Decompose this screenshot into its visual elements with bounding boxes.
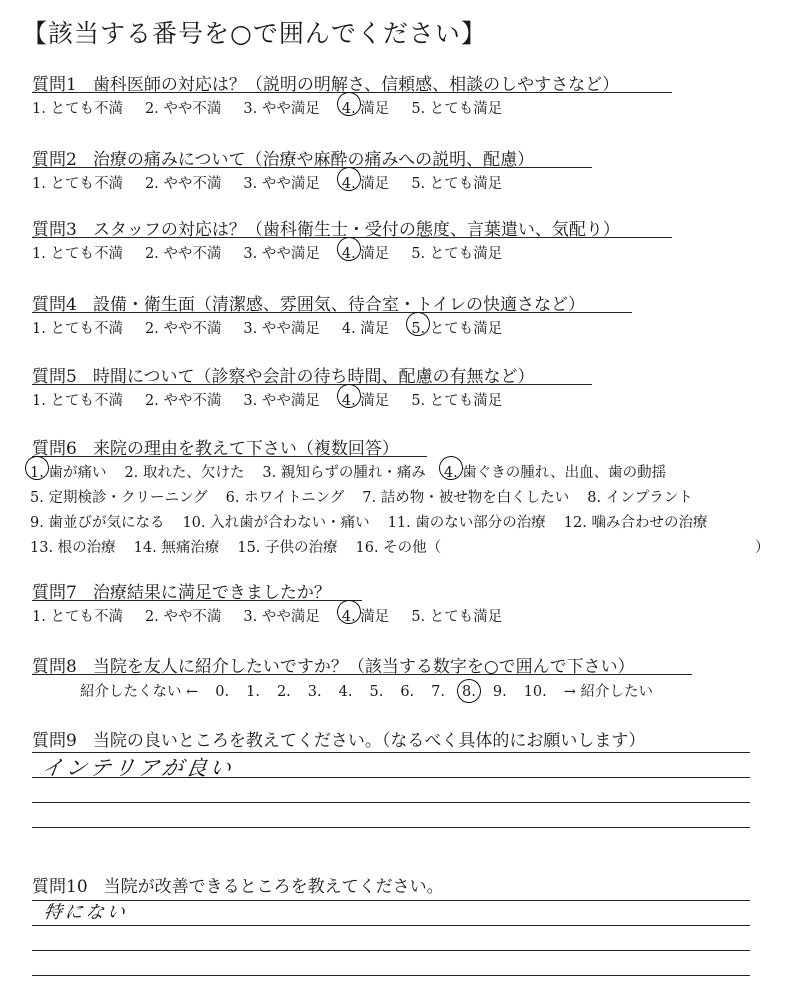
- option-3[interactable]: [243, 389, 319, 410]
- option-1[interactable]: [32, 242, 123, 263]
- scale-option[interactable]: [462, 684, 476, 700]
- option-label: 3. やや満足: [243, 609, 320, 625]
- handwritten-answer[interactable]: インテリアが良い: [40, 756, 236, 780]
- reason-label: 1. 歯が痛い: [30, 465, 107, 481]
- reason-option[interactable]: [124, 461, 244, 482]
- reason-option[interactable]: [587, 486, 692, 507]
- question-text: 治療の痛みについて（治療や麻酔の痛みへの説明、配慮）: [92, 150, 535, 170]
- reason-option[interactable]: [755, 536, 770, 557]
- option-1[interactable]: [32, 389, 123, 410]
- reason-label: 16. その他（: [355, 540, 442, 556]
- satisfaction-options: [32, 172, 524, 193]
- scale-label: 1.: [246, 684, 260, 700]
- option-3[interactable]: [243, 242, 319, 263]
- reason-label: 5. 定期検診・クリーニング: [30, 490, 208, 506]
- option-label: 5. とても満足: [411, 101, 503, 117]
- option-label: 5. とても満足: [411, 393, 503, 409]
- scale-option[interactable]: [246, 684, 260, 700]
- scale-option[interactable]: [369, 684, 383, 700]
- question-number: 質問5: [32, 367, 77, 387]
- question-text: 設備・衛生面（清潔感、雰囲気、待合室・トイレの快適さなど）: [92, 295, 585, 315]
- scale-right-label: → 紹介したい: [563, 684, 654, 700]
- scale-label: 6.: [400, 684, 415, 700]
- question-number: 質問7: [32, 583, 77, 603]
- reason-label: 2. 取れた、欠けた: [124, 465, 245, 481]
- option-label: 5. とても満足: [411, 321, 503, 337]
- recommend-scale: [80, 680, 670, 701]
- option-1[interactable]: [32, 97, 123, 118]
- option-label: 1. とても不満: [32, 101, 123, 117]
- option-5[interactable]: [411, 389, 502, 410]
- reason-label: ）: [755, 540, 770, 556]
- question-underline: [32, 600, 362, 601]
- question-number: 質問4: [32, 295, 77, 315]
- reason-option[interactable]: [134, 536, 220, 557]
- reason-option[interactable]: [30, 511, 164, 532]
- scale-option[interactable]: [400, 684, 414, 700]
- reason-label: 10. 入れ歯が合わない・痛い: [182, 515, 370, 531]
- question-number: 質問9: [32, 731, 77, 751]
- reason-option[interactable]: [30, 461, 106, 482]
- scale-label: 7.: [431, 684, 446, 700]
- scale-option[interactable]: [431, 684, 445, 700]
- reason-label: 7. 詰め物・被せ物を白くしたい: [362, 490, 570, 506]
- scale-label: 0.: [215, 684, 230, 700]
- reason-option[interactable]: [444, 461, 666, 482]
- reason-row: [30, 536, 770, 557]
- reason-label: 11. 歯のない部分の治療: [387, 515, 546, 531]
- answer-line: [32, 802, 750, 803]
- option-label: 2. やや不満: [144, 246, 222, 262]
- reason-option[interactable]: [356, 536, 442, 557]
- question-number: 質問1: [32, 75, 77, 95]
- option-label: 1. とても不満: [32, 393, 123, 409]
- option-5[interactable]: [411, 97, 502, 118]
- reason-label: 8. インプラント: [587, 490, 693, 506]
- question-title: [32, 872, 444, 897]
- selected-circle-mark: [455, 677, 483, 705]
- question-underline: [32, 674, 692, 675]
- reason-row: [30, 511, 725, 532]
- answer-line: [32, 975, 750, 976]
- option-3[interactable]: [243, 605, 319, 626]
- question-number: 質問2: [32, 150, 77, 170]
- answer-line: [32, 827, 750, 828]
- option-label: 2. やや不満: [144, 101, 222, 117]
- question-text: 当院の良いところを教えてください。（なるべく具体的にお願いします）: [92, 731, 646, 751]
- option-4[interactable]: [342, 172, 389, 193]
- reason-label: 4. 歯ぐきの腫れ、出血、歯の動揺: [443, 465, 667, 481]
- scale-option[interactable]: [524, 684, 547, 700]
- option-label: 2. やや不満: [144, 321, 222, 337]
- option-2[interactable]: [145, 172, 221, 193]
- option-4[interactable]: [342, 605, 389, 626]
- question-text: 当院を友人に紹介したいですか？（該当する数字を○で囲んで下さい）: [92, 657, 635, 677]
- handwritten-answer[interactable]: 特にない: [42, 902, 130, 923]
- option-3[interactable]: [243, 317, 319, 338]
- reason-option[interactable]: [30, 536, 116, 557]
- scale-option[interactable]: [215, 684, 229, 700]
- scale-label: 3.: [307, 684, 322, 700]
- question-number: 質問3: [32, 220, 77, 240]
- question-title: [32, 726, 645, 751]
- scale-option[interactable]: [493, 684, 507, 700]
- reason-option[interactable]: [226, 486, 345, 507]
- option-3[interactable]: [243, 97, 319, 118]
- option-label: 4. 満足: [341, 101, 390, 117]
- option-1[interactable]: [32, 172, 123, 193]
- reason-option[interactable]: [182, 511, 369, 532]
- option-label: 4. 満足: [341, 321, 390, 337]
- question-underline: [32, 167, 592, 168]
- satisfaction-options: [32, 389, 524, 410]
- option-label: 3. やや満足: [243, 101, 320, 117]
- question-text: 治療結果に満足できましたか？: [92, 583, 331, 603]
- reason-option[interactable]: [237, 536, 337, 557]
- option-2[interactable]: [145, 97, 221, 118]
- scale-label: 4.: [338, 684, 353, 700]
- option-2[interactable]: [145, 605, 221, 626]
- answer-line: [32, 900, 750, 901]
- option-label: 1. とても不満: [32, 246, 123, 262]
- option-label: 4. 満足: [341, 393, 390, 409]
- reason-label: 13. 根の治療: [30, 540, 116, 556]
- question-number: 質問6: [32, 439, 77, 459]
- reason-label: 9. 歯並びが気になる: [30, 515, 165, 531]
- option-2[interactable]: [145, 389, 221, 410]
- page-title: 【該当する番号を○で囲んでください】: [22, 19, 487, 48]
- scale-option[interactable]: [339, 684, 353, 700]
- option-label: 4. 満足: [341, 246, 390, 262]
- reason-label: 12. 噛み合わせの治療: [563, 515, 708, 531]
- option-3[interactable]: [243, 172, 319, 193]
- question-text: 歯科医師の対応は？（説明の明解さ、信頼感、相談のしやすさなど）: [92, 75, 620, 95]
- option-label: 4. 満足: [341, 609, 390, 625]
- option-label: 5. とても満足: [411, 609, 503, 625]
- question-text: 時間について（診察や会計の待ち時間、配慮の有無など）: [92, 367, 535, 387]
- option-label: 3. やや満足: [243, 393, 320, 409]
- option-4[interactable]: [342, 317, 389, 338]
- option-label: 2. やや不満: [144, 393, 222, 409]
- scale-label: 5.: [369, 684, 384, 700]
- option-label: 1. とても不満: [32, 176, 123, 192]
- option-label: 1. とても不満: [32, 321, 123, 337]
- reason-option[interactable]: [262, 461, 425, 482]
- question-underline: [32, 384, 592, 385]
- question-text: 来院の理由を教えて下さい（複数回答）: [92, 439, 399, 459]
- option-label: 4. 満足: [341, 176, 390, 192]
- scale-label: 10.: [523, 684, 547, 700]
- option-5[interactable]: [411, 317, 502, 338]
- answer-line: [32, 950, 750, 951]
- reason-option[interactable]: [388, 511, 546, 532]
- option-5[interactable]: [411, 605, 502, 626]
- option-1[interactable]: [32, 317, 123, 338]
- question-number: 質問10: [32, 877, 88, 897]
- reason-label: 3. 親知らずの腫れ・痛み: [262, 465, 426, 481]
- question-underline: [32, 312, 632, 313]
- reason-option[interactable]: [30, 486, 208, 507]
- option-label: 5. とても満足: [411, 246, 503, 262]
- scale-option[interactable]: [277, 684, 291, 700]
- reason-row: [30, 486, 711, 507]
- scale-label: 2.: [276, 684, 291, 700]
- option-label: 5. とても満足: [411, 176, 503, 192]
- option-4[interactable]: [342, 97, 389, 118]
- reason-label: 14. 無痛治療: [133, 540, 220, 556]
- answer-line: [32, 925, 750, 926]
- question-number: 質問8: [32, 657, 77, 677]
- option-label: 3. やや満足: [243, 321, 320, 337]
- satisfaction-options: [32, 317, 524, 338]
- scale-option[interactable]: [308, 684, 322, 700]
- option-label: 3. やや満足: [243, 176, 320, 192]
- question-text: スタッフの対応は？（歯科衛生士・受付の態度、言葉遣い、気配り）: [92, 220, 620, 240]
- option-2[interactable]: [145, 242, 221, 263]
- satisfaction-options: [32, 242, 524, 263]
- reason-option[interactable]: [564, 511, 708, 532]
- option-label: 1. とても不満: [32, 609, 123, 625]
- question-underline: [32, 456, 427, 457]
- option-5[interactable]: [411, 242, 502, 263]
- option-label: 2. やや不満: [144, 176, 222, 192]
- reason-label: 15. 子供の治療: [237, 540, 338, 556]
- scale-label: 9.: [492, 684, 507, 700]
- option-5[interactable]: [411, 172, 502, 193]
- option-label: 3. やや満足: [243, 246, 320, 262]
- option-2[interactable]: [145, 317, 221, 338]
- reason-row: [30, 461, 684, 482]
- option-label: 2. やや不満: [144, 609, 222, 625]
- satisfaction-options: [32, 97, 524, 118]
- reason-label: 6. ホワイトニング: [225, 490, 345, 506]
- satisfaction-options: [32, 605, 524, 626]
- reason-option[interactable]: [362, 486, 569, 507]
- scale-label: 8.: [462, 684, 476, 700]
- option-4[interactable]: [342, 389, 389, 410]
- scale-left-label: 紹介したくない ←: [80, 684, 199, 700]
- option-1[interactable]: [32, 605, 123, 626]
- option-4[interactable]: [342, 242, 389, 263]
- question-text: 当院が改善できるところを教えてください。: [103, 877, 444, 897]
